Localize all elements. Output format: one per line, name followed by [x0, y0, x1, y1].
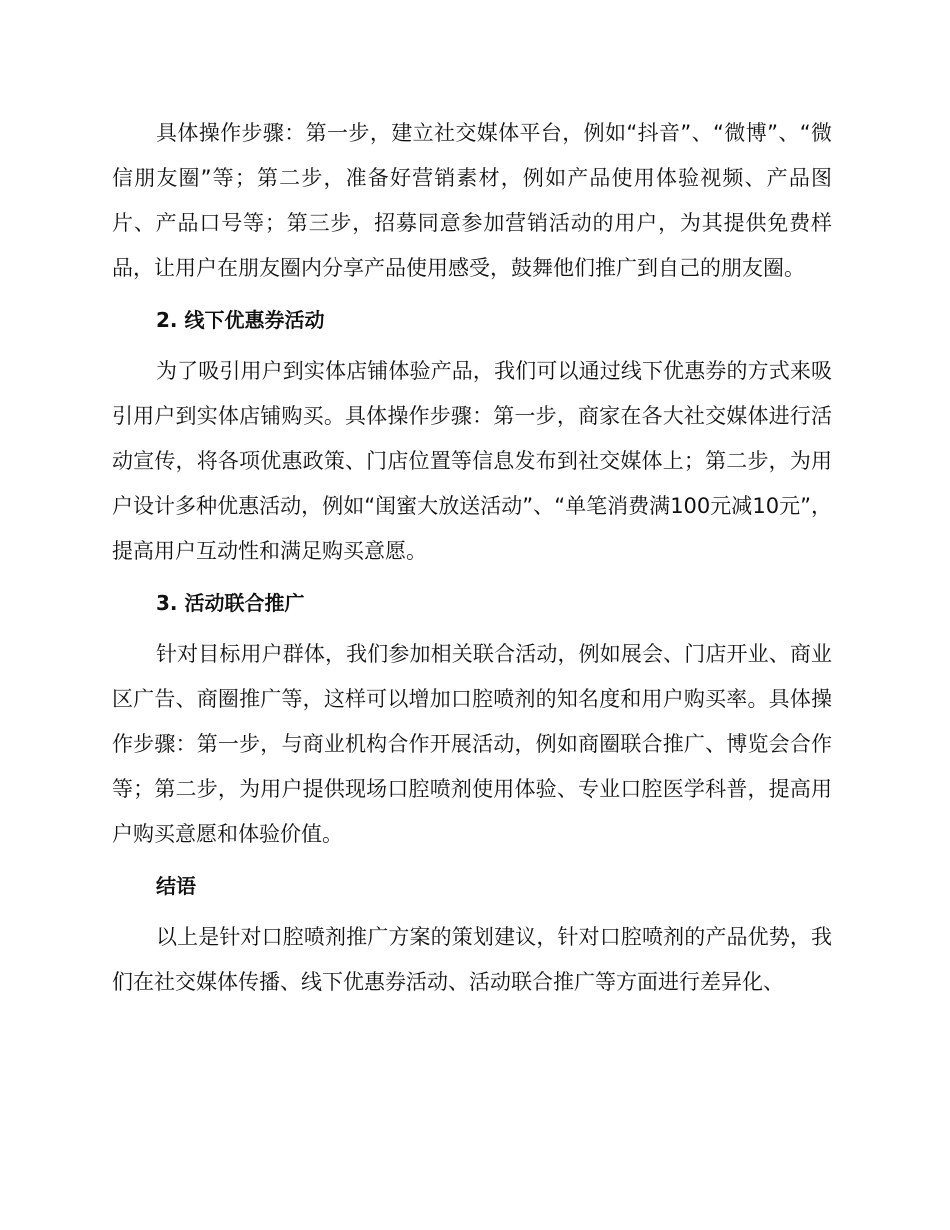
document-body: [112, 111, 832, 1005]
section-heading-offline-coupons: 2. 线下优惠券活动: [156, 308, 325, 332]
section-heading-joint-promotion: 3. 活动联合推广: [156, 591, 305, 615]
paragraph-social-media-steps: 具体操作步骤：第一步，建立社交媒体平台，例如“抖音”、“微博”、“微信朋友圈”等；第二步，准备好营销素材，例如产品使用体验视频、产品图片、产品口号等；第三步，招募同意参加营销活动的用户，为其提供免费样品，让用户在朋友圈内分享产品使用感受，鼓舞他们推广到自己的朋友圈。: [112, 121, 832, 280]
paragraph-offline-coupons: 为了吸引用户到实体店铺体验产品，我们可以通过线下优惠券的方式来吸引用户到实体店铺购买。具体操作步骤：第一步，商家在各大社交媒体进行活动宣传，将各项优惠政策、门店位置等信息发布到社交媒体上；第二步，为用户设计多种优惠活动，例如“闺蜜大放送活动”、“单笔消费满100元减10元”，提高用户互动性和满足购买意愿。: [112, 359, 832, 563]
paragraph-conclusion: 以上是针对口腔喷剂推广方案的策划建议，针对口腔喷剂的产品优势，我们在社交媒体传播、线下优惠券活动、活动联合推广等方面进行差异化、: [112, 925, 832, 994]
paragraph-joint-promotion: 针对目标用户群体，我们参加相关联合活动，例如展会、门店开业、商业区广告、商圈推广等，这样可以增加口腔喷剂的知名度和用户购买率。具体操作步骤：第一步，与商业机构合作开展活动，例如商圈联合推广、博览会合作等；第二步，为用户提供现场口腔喷剂使用体验、专业口腔医学科普，提高用户购买意愿和体验价值。: [112, 642, 832, 846]
section-heading-conclusion: 结语: [156, 874, 196, 898]
